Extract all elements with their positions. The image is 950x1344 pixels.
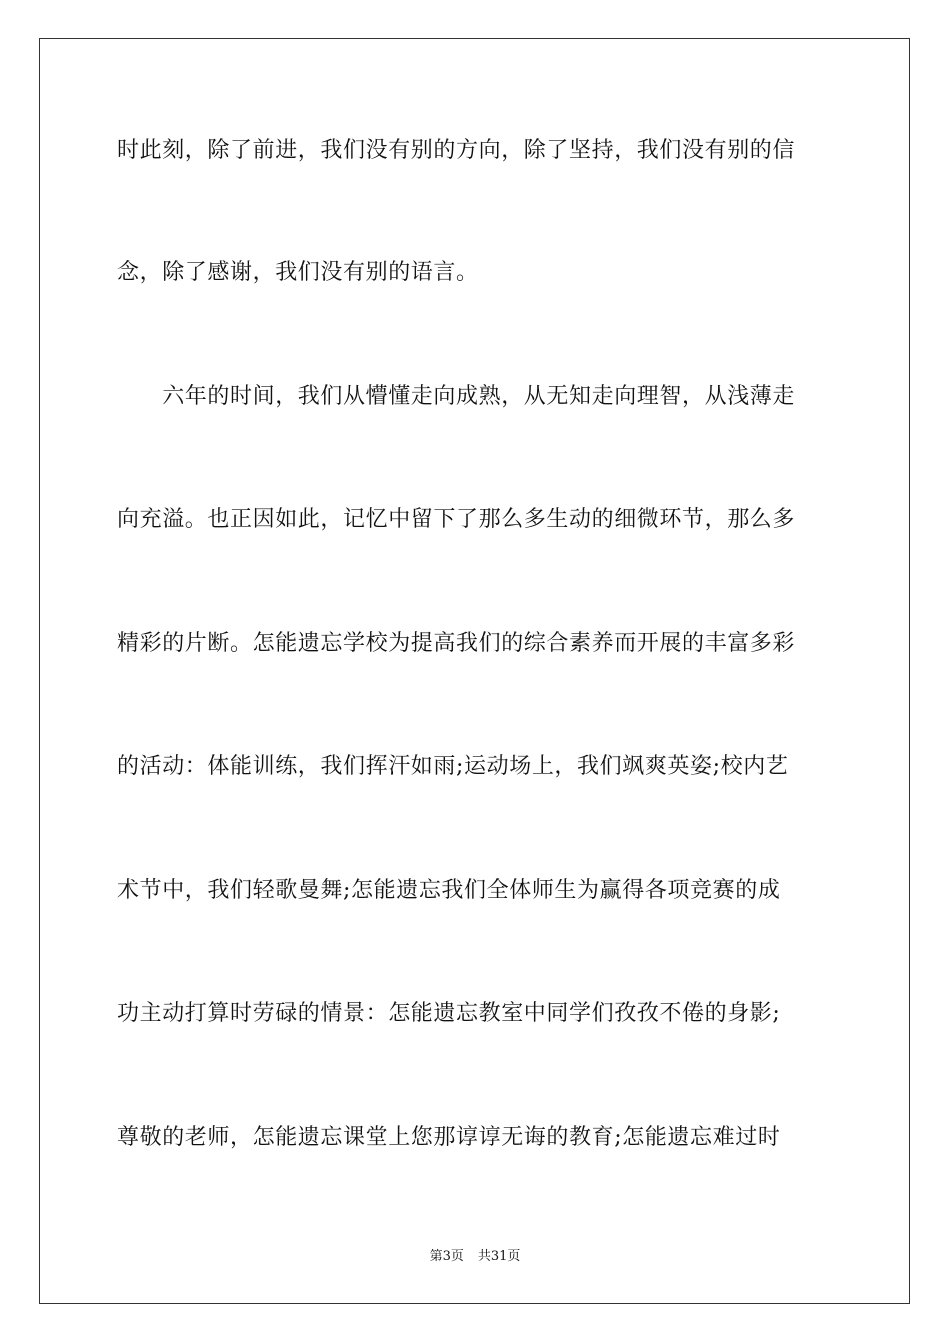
page-footer — [0, 1248, 950, 1266]
text-line-5: 精彩的片断。怎能遗忘学校为提高我们的综合素养而开展的丰富多彩 — [117, 631, 796, 656]
text-line-3: 六年的时间，我们从懵懂走向成熟，从无知走向理智，从浅薄走 — [117, 384, 796, 409]
text-line-7: 术节中，我们轻歌曼舞;怎能遗忘我们全体师生为赢得各项竞赛的成 — [117, 878, 781, 903]
text-line-9: 尊敬的老师，怎能遗忘课堂上您那谆谆无诲的教育;怎能遗忘难过时 — [117, 1125, 781, 1150]
page-border — [39, 38, 910, 1304]
text-line-1: 时此刻，除了前进，我们没有别的方向，除了坚持，我们没有别的信 — [117, 138, 796, 163]
text-line-8: 功主动打算时劳碌的情景：怎能遗忘教室中同学们孜孜不倦的身影; — [117, 1001, 781, 1026]
total-pages: 共31页 — [477, 1249, 521, 1264]
text-line-2: 念，除了感谢，我们没有别的语言。 — [117, 260, 479, 285]
page-number: 第3页 — [429, 1249, 464, 1264]
text-line-4: 向充溢。也正因如此，记忆中留下了那么多生动的细微环节，那么多 — [117, 507, 796, 532]
text-line-6: 的活动：体能训练，我们挥汗如雨;运动场上，我们飒爽英姿;校内艺 — [117, 754, 789, 779]
